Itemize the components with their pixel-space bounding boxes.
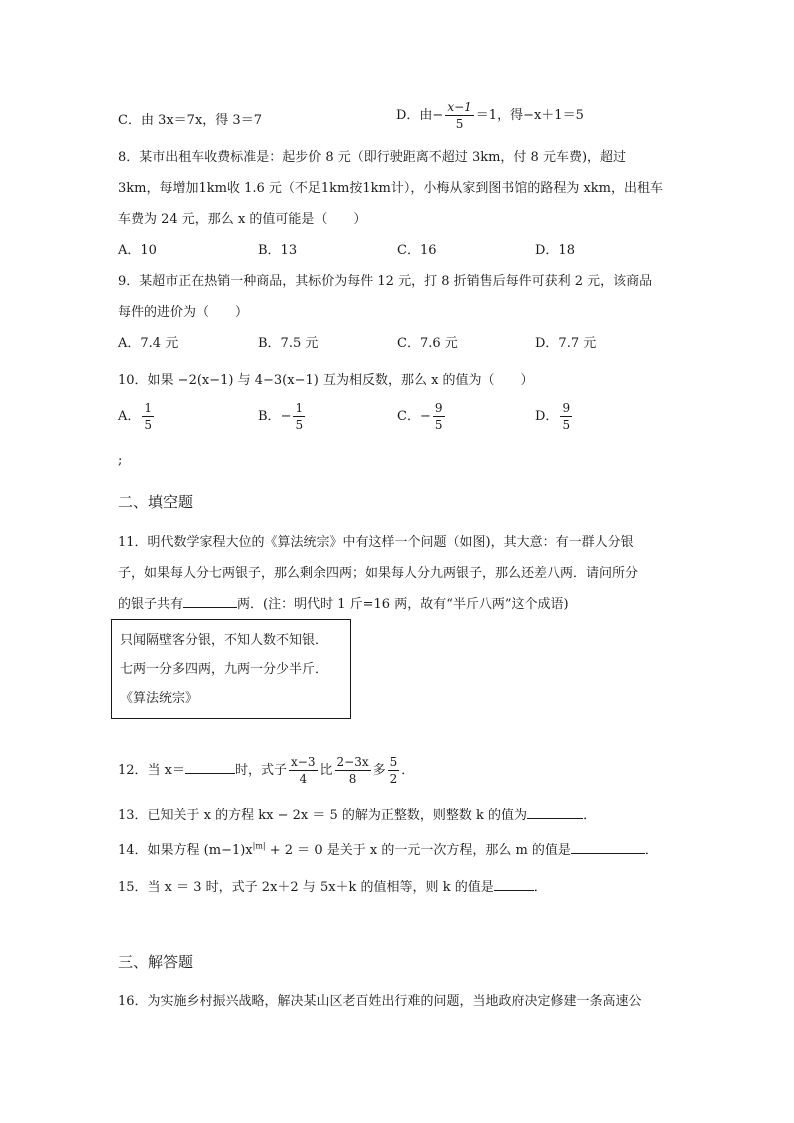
poem-source: 《算法统宗》 <box>120 691 199 706</box>
q10-b-label: B． <box>258 409 281 424</box>
q10-option-c <box>397 402 447 431</box>
q9-option-b: B．7.5 元 <box>258 336 319 351</box>
q12-pre: 12．当 x＝ <box>118 763 186 778</box>
q10-d-fraction <box>560 402 572 431</box>
q10-d-label: D． <box>535 409 559 424</box>
q8-option-d: D．18 <box>535 243 575 258</box>
q8-option-a: A．10 <box>118 243 157 258</box>
q7-fraction-num: x−1 <box>447 100 472 114</box>
q14-answer-blank[interactable] <box>571 841 645 854</box>
poem-line-2: 七两一分多四两，九两一分少半斤． <box>120 662 329 677</box>
q10-a-label: A． <box>118 409 141 424</box>
q12-bi: 比 <box>319 763 333 778</box>
q8-line-1: 8．某市出租车收费标准是：起步价 8 元（即行驶距离不超过 3km，付 8 元车费)，超过 <box>118 150 627 165</box>
q10-c-num: 9 <box>434 401 443 415</box>
q7-option-d <box>396 101 584 130</box>
q12 <box>118 756 414 785</box>
q14-pre: 14．如果方程 (m−1)x <box>118 843 253 858</box>
q10-option-d <box>535 402 574 431</box>
q14-end: ． <box>644 843 658 858</box>
q15-answer-blank[interactable] <box>494 878 534 891</box>
q10-b-den: 5 <box>295 418 304 432</box>
q10-option-a <box>118 402 156 431</box>
q12-end: ． <box>401 763 415 778</box>
q8-line-3: 车费为 24 元，那么 x 的值可能是（ ） <box>118 212 367 227</box>
q15-pre: 15．当 x ＝ 3 时，式子 2x＋2 与 5x＋k 的值相等，则 k 的值是 <box>118 880 494 895</box>
q12-f1-den: 4 <box>299 772 308 786</box>
q10-stem: 10．如果 −2(x−1) 与 4−3(x−1) 互为相反数，那么 x 的值为（ ） <box>118 373 534 388</box>
q10-c-sign: − <box>419 409 431 424</box>
q13-pre: 13．已知关于 x 的方程 kx − 2x ＝ 5 的解为正整数，则整数 k 的值为 <box>118 808 528 823</box>
q15-end: ． <box>533 880 547 895</box>
q7-option-d-pre: D．由− <box>396 108 444 123</box>
q14-exponent: |m| <box>252 841 266 851</box>
q10-b-fraction <box>293 402 305 431</box>
q11-line-3-pre: 的银子共有 <box>118 597 184 612</box>
q10-c-label: C． <box>397 409 420 424</box>
q10-d-den: 5 <box>562 418 571 432</box>
q12-fraction-1 <box>289 756 317 785</box>
q10-b-num: 1 <box>295 401 304 415</box>
q11-answer-blank[interactable] <box>183 595 237 608</box>
q10-option-b <box>258 402 307 431</box>
q15 <box>118 876 547 895</box>
poem-line-1: 只闻隔壁客分银，不知人数不知银． <box>120 633 329 648</box>
poem-box <box>111 619 351 719</box>
q10-c-den: 5 <box>434 418 443 432</box>
q9-line-1: 9．某超市正在热销一种商品，其标价为每件 12 元，打 8 折销售后每件可获利 2 元，该商品 <box>118 274 653 289</box>
q8-option-c: C．16 <box>397 243 437 258</box>
section-title-solve: 三、解答题 <box>118 953 194 971</box>
stray-semicolon: ; <box>118 453 123 468</box>
q9-option-d: D．7.7 元 <box>535 336 597 351</box>
q10-a-den: 5 <box>144 418 153 432</box>
q12-fraction-3 <box>388 756 400 785</box>
q7-fraction <box>445 101 473 130</box>
q13 <box>118 804 596 823</box>
q7-option-c: C．由 3x＝7x，得 3＝7 <box>118 113 262 128</box>
q11-line-3-post: 两．(注：明代时 1 斤=16 两，故有“半斤八两”这个成语) <box>237 597 569 612</box>
q8-line-2: 3km，每增加1km收 1.6 元（不足1km按1km计），小梅从家到图书馆的路程为 xkm，出租车 <box>118 181 664 196</box>
q12-f1-num: x−3 <box>291 755 316 769</box>
section-title-fill-in: 二、填空题 <box>118 493 194 511</box>
q12-f3-den: 2 <box>389 772 398 786</box>
q16-line-1: 16．为实施乡村振兴战略，解决某山区老百姓出行难的问题，当地政府决定修建一条高速公 <box>118 994 642 1009</box>
q10-b-sign: − <box>280 409 292 424</box>
q10-a-num: 1 <box>144 401 153 415</box>
q10-d-num: 9 <box>562 401 571 415</box>
q12-f3-num: 5 <box>389 755 398 769</box>
q12-f2-num: 2−3x <box>336 755 369 769</box>
q13-answer-blank[interactable] <box>527 806 583 819</box>
q7-option-d-post: ＝1，得−x＋1＝5 <box>475 108 584 123</box>
q14-mid: + 2 ＝ 0 是关于 x 的一元一次方程，那么 m 的值是 <box>265 843 571 858</box>
q10-c-fraction <box>433 402 445 431</box>
q9-option-a: A．7.4 元 <box>118 336 179 351</box>
q11-line-2: 子，如果每人分七两银子，那么剩余四两；如果每人分九两银子，那么还差八两．请问所分 <box>118 566 639 581</box>
q11-line-1: 11．明代数学家程大位的《算法统宗》中有这样一个问题（如图)，其大意：有一群人分银 <box>118 535 634 550</box>
q11-line-3 <box>118 593 569 612</box>
q12-fraction-2 <box>335 756 371 785</box>
q12-answer-blank[interactable] <box>185 761 235 774</box>
q9-line-2: 每件的进价为（ ） <box>118 305 249 320</box>
q9-option-c: C．7.6 元 <box>397 336 458 351</box>
q8-option-b: B．13 <box>258 243 298 258</box>
q12-mid: 时，式子 <box>235 763 288 778</box>
q13-end: ． <box>583 808 597 823</box>
q12-duo: 多 <box>372 763 386 778</box>
q14 <box>118 839 658 858</box>
q10-a-fraction <box>142 402 154 431</box>
q7-fraction-den: 5 <box>455 117 464 131</box>
q12-f2-den: 8 <box>348 772 357 786</box>
